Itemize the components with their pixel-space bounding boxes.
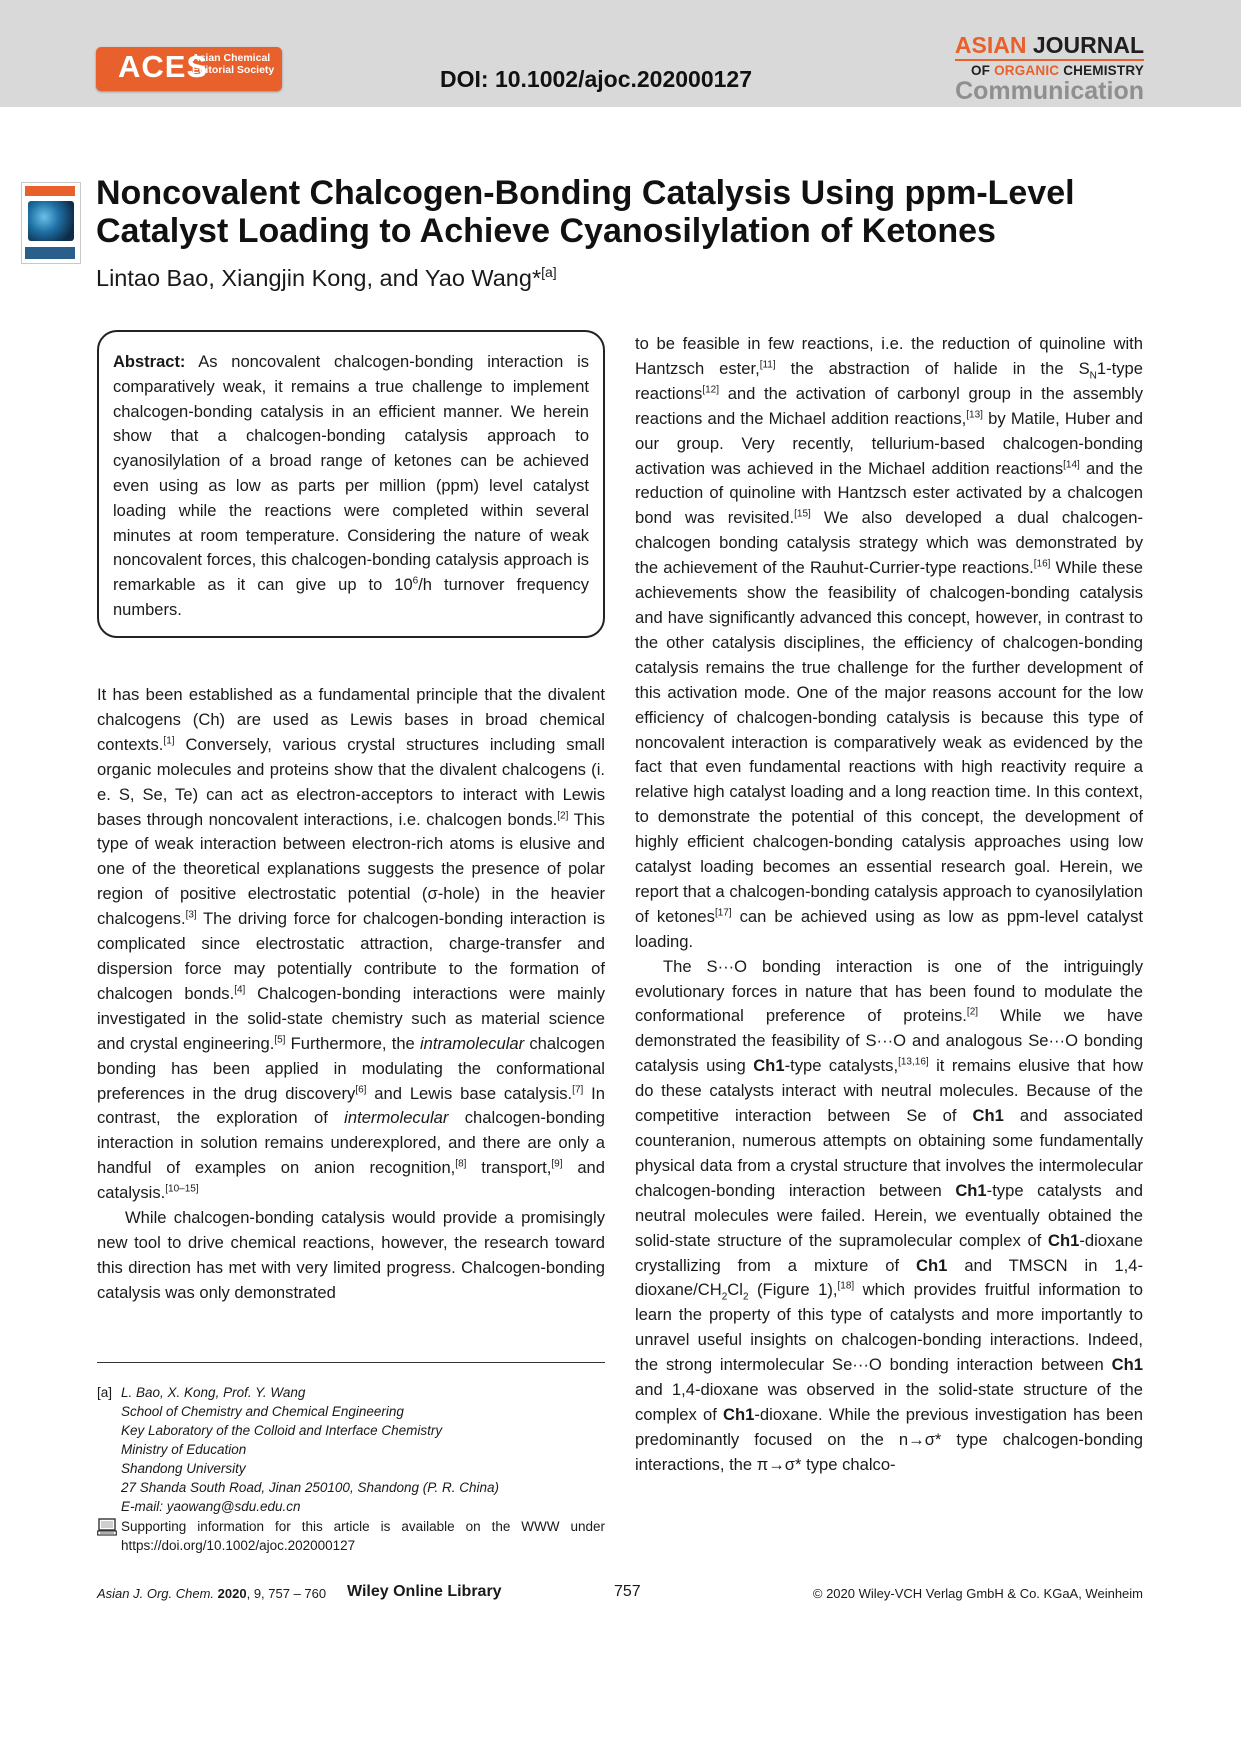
- affiliation-line: School of Chemistry and Chemical Engineering: [121, 1404, 404, 1419]
- aces-logo-acronym: ACES: [118, 49, 209, 84]
- citation-ref[interactable]: [15]: [794, 508, 811, 520]
- copyright-notice: © 2020 Wiley-VCH Verlag GmbH & Co. KGaA, Weinheim: [812, 1586, 1143, 1601]
- citation-ref[interactable]: [1]: [163, 735, 175, 747]
- body-paragraph: While chalcogen-bonding catalysis would provide a promisingly new tool to drive chemical reactions, however, the research toward this direction has met with very limited progress. Chalcogen-bonding catalysis was only demonstrated: [97, 1208, 605, 1302]
- author-names: Lintao Bao, Xiangjin Kong, and Yao Wang*: [96, 265, 542, 291]
- subscript: N: [1089, 370, 1097, 382]
- cover-footer-strip: [25, 247, 75, 259]
- journal-logo-rule: [955, 59, 1144, 61]
- affiliation-line[interactable]: E-mail: yaowang@sdu.edu.cn: [121, 1499, 301, 1514]
- citation-ref[interactable]: [7]: [572, 1083, 584, 1095]
- aces-logo-line1: Asian Chemical: [192, 52, 271, 64]
- citation-ref[interactable]: [3]: [185, 909, 197, 921]
- affiliation-line: L. Bao, X. Kong, Prof. Y. Wang: [121, 1385, 306, 1400]
- body-paragraph: The S···O bonding interaction is one of the intriguingly evolutionary forces in nature that has been found to modulate the conformational preference of proteins.[2] While we have demonstrated the feasibility of S···O and analogous Se···O bonding catalysis using Ch1-type catalysts,[13,16] it remains elusive that how do these catalysts interact with neutral molecules. Because of the competitive interaction between Se of Ch1 and associated counteranion, numerous attempts on obtaining some fundamentally physical data from a crystal structure that involves the intermolecular chalcogen-bonding interaction between Ch1-type catalysts and neutral molecules were failed. Herein, we eventually obtained the solid-state structure of the supramolecular complex of Ch1-dioxane crystallizing from a mixture of Ch1 and TMSCN in $1,4-dioxane/CH_2Cl_2$ (Figure 1),[18] which provides fruitful information to learn the property of this type of catalysts and more importantly to unravel useful insights on chalcogen-bonding interactions. Indeed, the strong intermolecular Se···O bonding interaction between Ch1 and 1,4-dioxane was observed in the solid-state structure of the complex of Ch1-dioxane. While the previous investigation has been predominantly focused on the n→σ* type chalcogen-bonding interactions, the π→σ* type chalco-: [635, 956, 1144, 1474]
- subscript: 2: [742, 1291, 749, 1303]
- abstract-box: [97, 330, 605, 638]
- compound-label: Ch1: [972, 1106, 1004, 1126]
- body-column-left: [97, 683, 605, 1306]
- citation-ref[interactable]: [17]: [714, 907, 732, 919]
- supporting-info-note: [97, 1517, 605, 1555]
- journal-cover-thumbnail[interactable]: [21, 182, 81, 264]
- aces-logo-line2: Editorial Society: [192, 64, 275, 76]
- affiliation-line: Ministry of Education: [121, 1442, 247, 1457]
- compound-label: Ch1: [916, 1255, 948, 1275]
- affiliation-line: 27 Shanda South Road, Jinan 250100, Shandong (P. R. China): [121, 1480, 500, 1495]
- affiliation-mark[interactable]: [a]: [541, 264, 557, 281]
- body-paragraph: It has been established as a fundamental principle that the divalent chalcogens (Ch) are used as Lewis bases in broad chemical contexts.[1] Conversely, various crystal structures including small organic molecules and proteins show that the divalent chalcogens (i. e. S, Se, Te) can act as electron-acceptors to interact with Lewis bases through noncovalent interactions, i.e. chalcogen bonds.[2] This type of weak interaction between electron-rich atoms is elusive and one of the theoretical explanations suggests the presence of polar region of positive electrostatic potential (σ-hole) in the heavier chalcogens.[3] The driving force for chalcogen-bonding interaction is complicated since electrostatic attraction, charge-transfer and dispersion force may potentially contribute to the formation of chalcogen bonds.[4] Chalcogen-bonding interactions were mainly investigated in the solid-state chemistry such as material science and crystal engineering.[5] Furthermore, the intramolecular chalcogen bonding has been applied in modulating the conformational preferences in the drug discovery[6] and Lewis base catalysis.[7] In contrast, the exploration of intermolecular chalcogen-bonding interaction in solution remains underexplored, and there are only a handful of examples on anion recognition,[8] transport,[9] and catalysis.[10–15]: [97, 685, 605, 1203]
- body-column-right: [635, 332, 1143, 1478]
- citation-ref[interactable]: [18]: [837, 1280, 855, 1292]
- cover-artwork: [28, 201, 74, 241]
- abstract-label: Abstract:: [113, 353, 186, 371]
- citation-ref[interactable]: [16]: [1033, 558, 1051, 570]
- citation-ref[interactable]: [8]: [455, 1158, 467, 1170]
- citation-ref[interactable]: [2]: [966, 1006, 979, 1018]
- author-list: [96, 265, 557, 292]
- citation-ref[interactable]: [10–15]: [165, 1183, 199, 1195]
- affiliation-tag: [a]: [97, 1385, 113, 1400]
- footnote-divider: [97, 1362, 605, 1363]
- body-paragraph: to be feasible in few reactions, i.e. the reduction of quinoline with Hantzsch ester,[11] the abstraction of halide in the $S_N1$-type reactions[12] and the activation of carbonyl group in the assembly reactions and the Michael addition reactions,[13] by Matile, Huber and our group. Very recently, tellurium-based chalcogen-bonding activation was achieved in the Michael addition reactions[14] and the reduction of quinoline with Hantzsch ester activated by a chalcogen bond was revisited.[15] We also developed a dual chalcogen-chalcogen bonding catalysis strategy which was demonstrated by the achievement of the Rauhut-Currier-type reactions.[16] While these achievements show the feasibility of chalcogen-bonding catalysis and have significantly advanced this concept, however, in contrast to the other catalysis disciplines, the efficiency of chalcogen-bonding catalysis remains the true challenge for the further development of this activation mode. One of the major reasons account for the low efficiency of chalcogen-bonding catalysis is because this type of noncovalent interaction is comparatively weak as evidenced by the fact that even fundamental reactions with high reactivity require a relative high catalyst loading and a long reaction time. In this context, to demonstrate the potential of this concept, the development of highly efficient chalcogen-bonding catalysis approaches using low catalyst loading becomes an essential research goal. Herein, we report that a chalcogen-bonding catalysis approach to cyanosilylation of ketones[17] can be achieved using as low as ppm-level catalyst loading.: [635, 334, 1144, 951]
- wiley-online-library-link[interactable]: Wiley Online Library: [347, 1583, 502, 1600]
- affiliation-line: Key Laboratory of the Colloid and Interface Chemistry: [121, 1423, 443, 1438]
- abstract-text: Abstract: As noncovalent chalcogen-bonding interaction is comparatively weak, it remains a true challenge to implement chalcogen-bonding catalysis in an efficient manner. We herein show that a chalcogen-bonding catalysis approach to cyanosilylation of a broad range of ketones can be achieved even using as low as parts per million (ppm) level catalyst loading while the reactions were completed within several minutes at room temperature. Considering the nature of weak noncovalent forces, this chalcogen-bonding catalysis approach is remarkable as it can give up to $10^6/h$ turnover frequency numbers.: [113, 353, 590, 619]
- article-doi[interactable]: DOI: 10.1002/ajoc.202000127: [440, 66, 753, 92]
- citation-ref[interactable]: [11]: [759, 359, 776, 371]
- journal-logo-subtitle: OF ORGANIC CHEMISTRY: [970, 63, 1144, 78]
- journal-header-band: [0, 0, 1241, 107]
- computer-icon: [97, 1518, 117, 1536]
- compound-label: Ch1: [723, 1404, 755, 1424]
- supporting-info-text[interactable]: Supporting information for this article is available on the WWW under https://doi.org/10.1002/ajoc.202000127: [121, 1519, 605, 1553]
- citation-ref[interactable]: [13]: [966, 409, 983, 421]
- journal-logo-title: ASIAN JOURNAL: [954, 32, 1144, 58]
- compound-label: Ch1: [1047, 1230, 1080, 1250]
- citation-ref[interactable]: [5]: [274, 1034, 286, 1046]
- page-number: 757: [614, 1583, 641, 1600]
- author-affiliation-footnote: [97, 1383, 605, 1516]
- citation-ref[interactable]: [6]: [355, 1083, 367, 1095]
- aces-publisher-logo[interactable]: [96, 47, 282, 91]
- compound-label: Ch1: [955, 1180, 987, 1200]
- citation-ref[interactable]: [4]: [234, 984, 246, 996]
- emphasis: intramolecular: [419, 1033, 525, 1053]
- citation-ref[interactable]: [14]: [1063, 459, 1080, 470]
- cover-header-strip: [25, 186, 75, 196]
- page-footer: [97, 1583, 1143, 1605]
- aces-logo-subtitle: [192, 52, 282, 76]
- journal-citation: Asian J. Org. Chem. 2020, 9, 757 – 760: [97, 1586, 327, 1601]
- subscript: 2: [721, 1291, 728, 1303]
- citation-ref[interactable]: [12]: [702, 384, 720, 396]
- compound-label: Ch1: [1111, 1355, 1143, 1375]
- affiliation-line: Shandong University: [121, 1461, 246, 1476]
- journal-logo[interactable]: [955, 33, 1144, 103]
- compound-label: Ch1: [753, 1056, 785, 1076]
- citation-ref[interactable]: [2]: [557, 810, 569, 821]
- article-title: Noncovalent Chalcogen-Bonding Catalysis Using ppm-Level Catalyst Loading to Achieve Cyanosilylation of Ketones: [96, 174, 1075, 250]
- article-type-label: Communication: [955, 77, 1144, 105]
- citation-ref[interactable]: [9]: [551, 1158, 563, 1170]
- citation-ref[interactable]: [13,16]: [898, 1056, 929, 1068]
- affiliation-lines: [121, 1383, 605, 1516]
- emphasis: intermolecular: [344, 1108, 449, 1128]
